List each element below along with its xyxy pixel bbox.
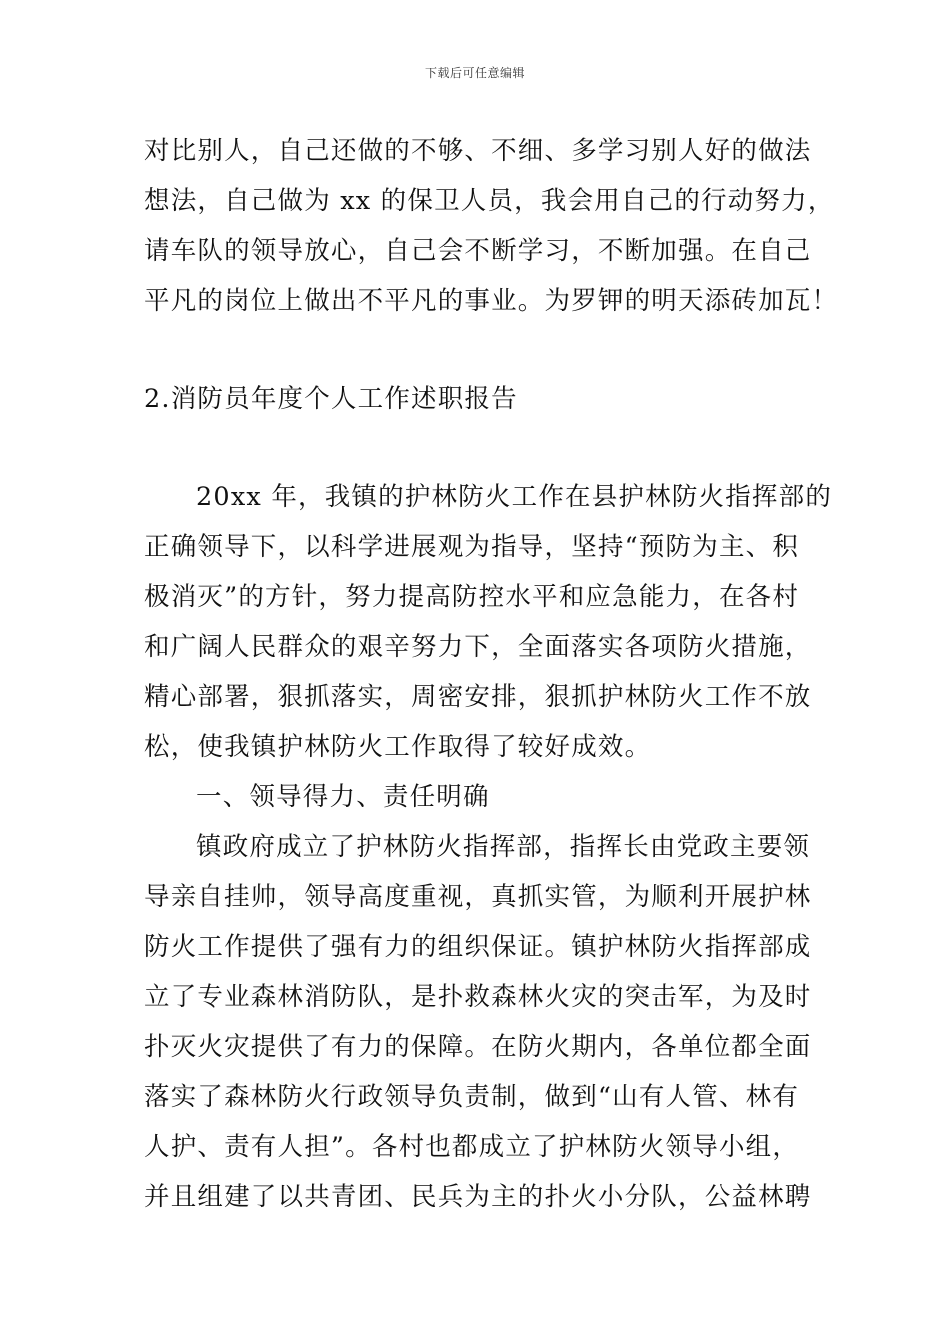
paragraph-line: 和广阔人民群众的艰辛努力下，全面落实各项防火措施， [144,632,812,662]
paragraph-line: 扑灭火灾提供了有力的保障。在防火期内，各单位都全面 [144,1032,812,1062]
paragraph-line: 并且组建了以共青团、民兵为主的扑火小分队，公益林聘 [144,1182,812,1212]
paragraph-line: 镇政府成立了护林防火指挥部，指挥长由党政主要领 [196,832,811,862]
page-header: 下载后可任意编辑 [424,66,525,80]
paragraph-line: 请车队的领导放心，自己会不断学习，不断加强。在自己 [144,236,812,266]
paragraph-line: 对比别人，自己还做的不够、不细、多学习别人好的做法 [144,136,812,166]
paragraph-line: 导亲自挂帅，领导高度重视，真抓实管，为顺利开展护林 [144,882,812,912]
paragraph-line: 人护、责有人担”。各村也都成立了护林防火领导小组， [144,1132,800,1162]
paragraph-line: 精心部署，狠抓落实，周密安排，狠抓护林防火工作不放 [144,682,812,712]
paragraph-line: 落实了森林防火行政领导负责制，做到“山有人管、林有 [144,1082,800,1112]
paragraph-line: 极消灭”的方针，努力提高防控水平和应急能力，在各村 [144,582,800,612]
paragraph-line: 平凡的岗位上做出不平凡的事业。为罗钾的明天添砖加瓦！ [144,286,839,316]
paragraph-line: 防火工作提供了强有力的组织保证。镇护林防火指挥部成 [144,932,812,962]
paragraph-line: 20xx 年，我镇的护林防火工作在县护林防火指挥部的 [196,482,833,512]
paragraph-line: 松，使我镇护林防火工作取得了较好成效。 [144,732,652,762]
paragraph-line: 想法，自己做为 xx 的保卫人员，我会用自己的行动努力， [144,186,835,216]
paragraph-line: 正确领导下，以科学进展观为指导，坚持“预防为主、积 [144,532,800,562]
paragraph-line: 立了专业森林消防队，是扑救森林火灾的突击军，为及时 [144,982,812,1012]
subsection-heading: 一、领导得力、责任明确 [196,782,490,812]
section-heading: 2.消防员年度个人工作述职报告 [144,384,518,414]
